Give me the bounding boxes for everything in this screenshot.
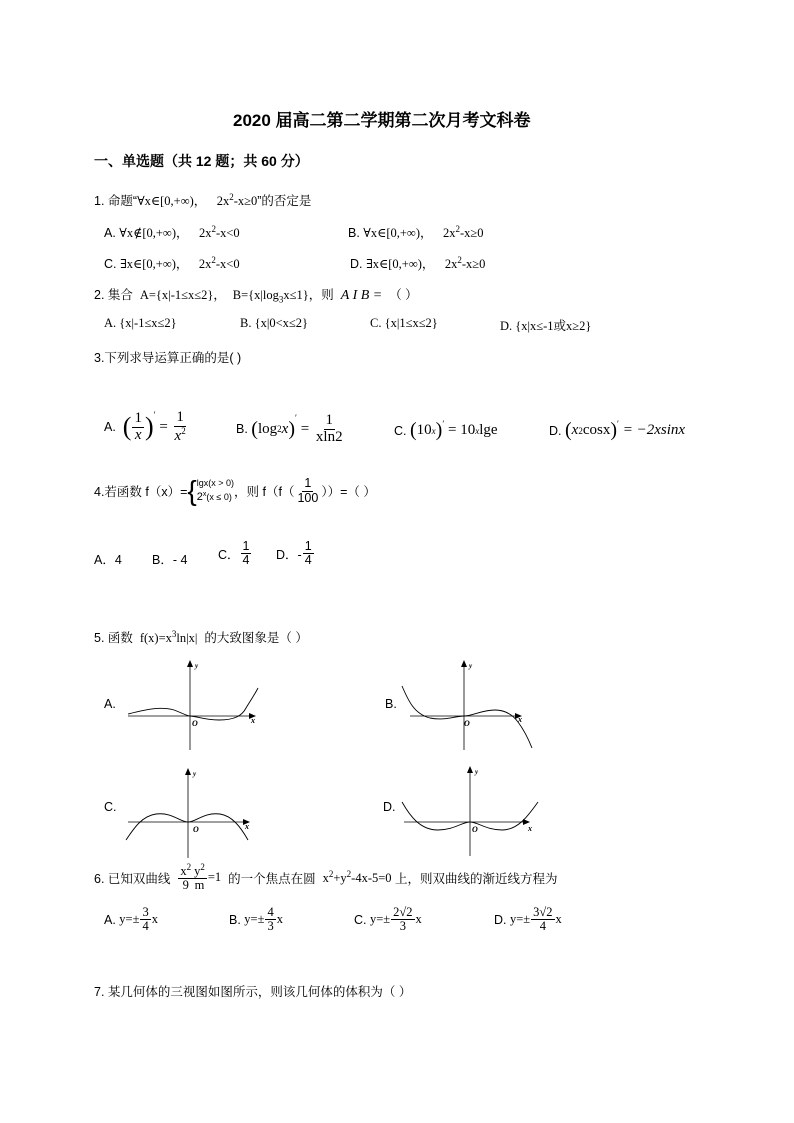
curve-b (402, 686, 532, 748)
origin-label: O (472, 825, 478, 834)
question-4-option-b[interactable]: B．- 4 (152, 553, 188, 567)
y-axis-arrow (467, 766, 473, 773)
question-6-option-d[interactable]: D. y=± $\frac{3√2}{4}$ x (494, 905, 562, 934)
question-5-option-a-label[interactable]: A. (104, 697, 116, 711)
question-4-stem: 4.若函数 f（x）= { lgx(x > 0) $2^x(x \le 0)$ ，则 f（f（ $\frac{1}{100}$ ））=（ ） (94, 475, 376, 506)
curve-a (128, 688, 258, 720)
curve-c (126, 814, 248, 840)
question-2-option-b[interactable]: B. {x|0<x≤2} (240, 316, 308, 330)
question-2-option-d[interactable]: D. {x|x≤-1或x≥2} (500, 319, 592, 333)
question-4-option-c[interactable]: C． $\frac{1}{4}$ (218, 539, 250, 568)
question-1-option-c[interactable]: C. ∃x∈[0,+∞)， $2x^2-x<0$ (104, 254, 240, 271)
question-7-stem: 7. 某几何体的三视图如图所示，则该几何体的体积为（ ） (94, 985, 412, 999)
graph-option-c[interactable] (122, 766, 262, 861)
question-6-stem: 6. 已知双曲线 $\frac{x^2}{9}$ $\frac{y^2}{m}$ =1 的一个焦点在圆 $x^2+y^2-4x-5=0$ 上，则双曲线的渐近线方程为 (94, 862, 558, 893)
question-4-option-d[interactable]: D．- $\frac{1}{4}$ (276, 539, 312, 568)
question-2-stem: 2. 集合 A={x|-1≤x≤2}， $B=\{x|\log_3x\le 1\}$，则 A I B = （ ） (94, 288, 418, 305)
x-axis-label: x (251, 716, 255, 725)
question-3-stem: 3.下列求导运算正确的是( ) (94, 351, 242, 365)
question-4-option-a[interactable]: A．4 (94, 553, 122, 567)
question-1-option-b[interactable]: B. ∀x∈[0,+∞)， $2x^2-x\ge 0$ (348, 223, 484, 240)
question-3-option-a[interactable]: A. ( $\frac{1}{x}$ ) ′ = $\frac{1}{x^2}$ (104, 409, 186, 444)
y-axis-arrow (185, 768, 191, 775)
x-axis-label: x (528, 824, 532, 833)
graph-option-a[interactable] (124, 658, 264, 753)
question-5-option-c-label[interactable]: C. (104, 800, 117, 814)
y-axis-label: y (195, 662, 199, 670)
question-5-option-b-label[interactable]: B. (385, 697, 397, 711)
question-6-option-a[interactable]: A. y=± $\frac{3}{4}$ x (104, 905, 158, 934)
section-heading: 一、单选题（共 12 题；共 60 分） (94, 153, 309, 169)
question-3-option-b[interactable]: B. ( log 2 x ) ′ = $\frac{1}{xln2}$ (236, 412, 343, 445)
question-6-option-b[interactable]: B. y=± $\frac{4}{3}$ x (229, 905, 283, 934)
graph-option-b[interactable] (400, 658, 540, 753)
x-axis-label: x (518, 715, 522, 724)
question-3-option-d[interactable]: D. ( x 2 cosx ) ′ = −2xsinx (549, 419, 686, 441)
y-axis-label: y (475, 768, 479, 776)
y-axis-label: y (193, 770, 197, 778)
question-1-stem: 1. 命题“∀x∈[0,+∞)， $2x^2-x\ge 0$”的否定是 (94, 191, 312, 208)
y-axis-arrow (461, 660, 467, 667)
question-5-option-d-label[interactable]: D. (383, 800, 396, 814)
question-3-option-c[interactable]: C. ( 10 x ) ′ = 10 x lge (394, 419, 498, 441)
question-2-option-c[interactable]: C. {x|1≤x≤2} (370, 316, 438, 330)
piecewise-line-2: $2^x(x \le 0)$ (196, 490, 232, 503)
question-6-option-c[interactable]: C. y=± $\frac{2√2}{3}$ x (354, 905, 422, 934)
piecewise-line-1: lgx(x > 0) (196, 478, 235, 488)
graph-option-d[interactable] (400, 764, 545, 859)
question-1-option-d[interactable]: D. ∃x∈[0,+∞)， $2x^2-x\ge 0$ (350, 254, 486, 271)
y-axis-label: y (469, 662, 473, 670)
question-5-stem: 5. 函数 $f(x)=x^3\ln|x|$ 的大致图象是（ ） (94, 628, 308, 645)
y-axis-arrow (187, 660, 193, 667)
origin-label: O (464, 719, 470, 728)
origin-label: O (193, 825, 199, 834)
page-title: 2020 届高二第二学期第二次月考文科卷 (233, 111, 531, 130)
origin-label: O (192, 719, 198, 728)
question-2-option-a[interactable]: A. {x|-1≤x≤2} (104, 316, 177, 330)
x-axis-label: x (245, 822, 249, 831)
question-1-option-a[interactable]: A. ∀x∉[0,+∞)， $2x^2-x<0$ (104, 223, 240, 240)
